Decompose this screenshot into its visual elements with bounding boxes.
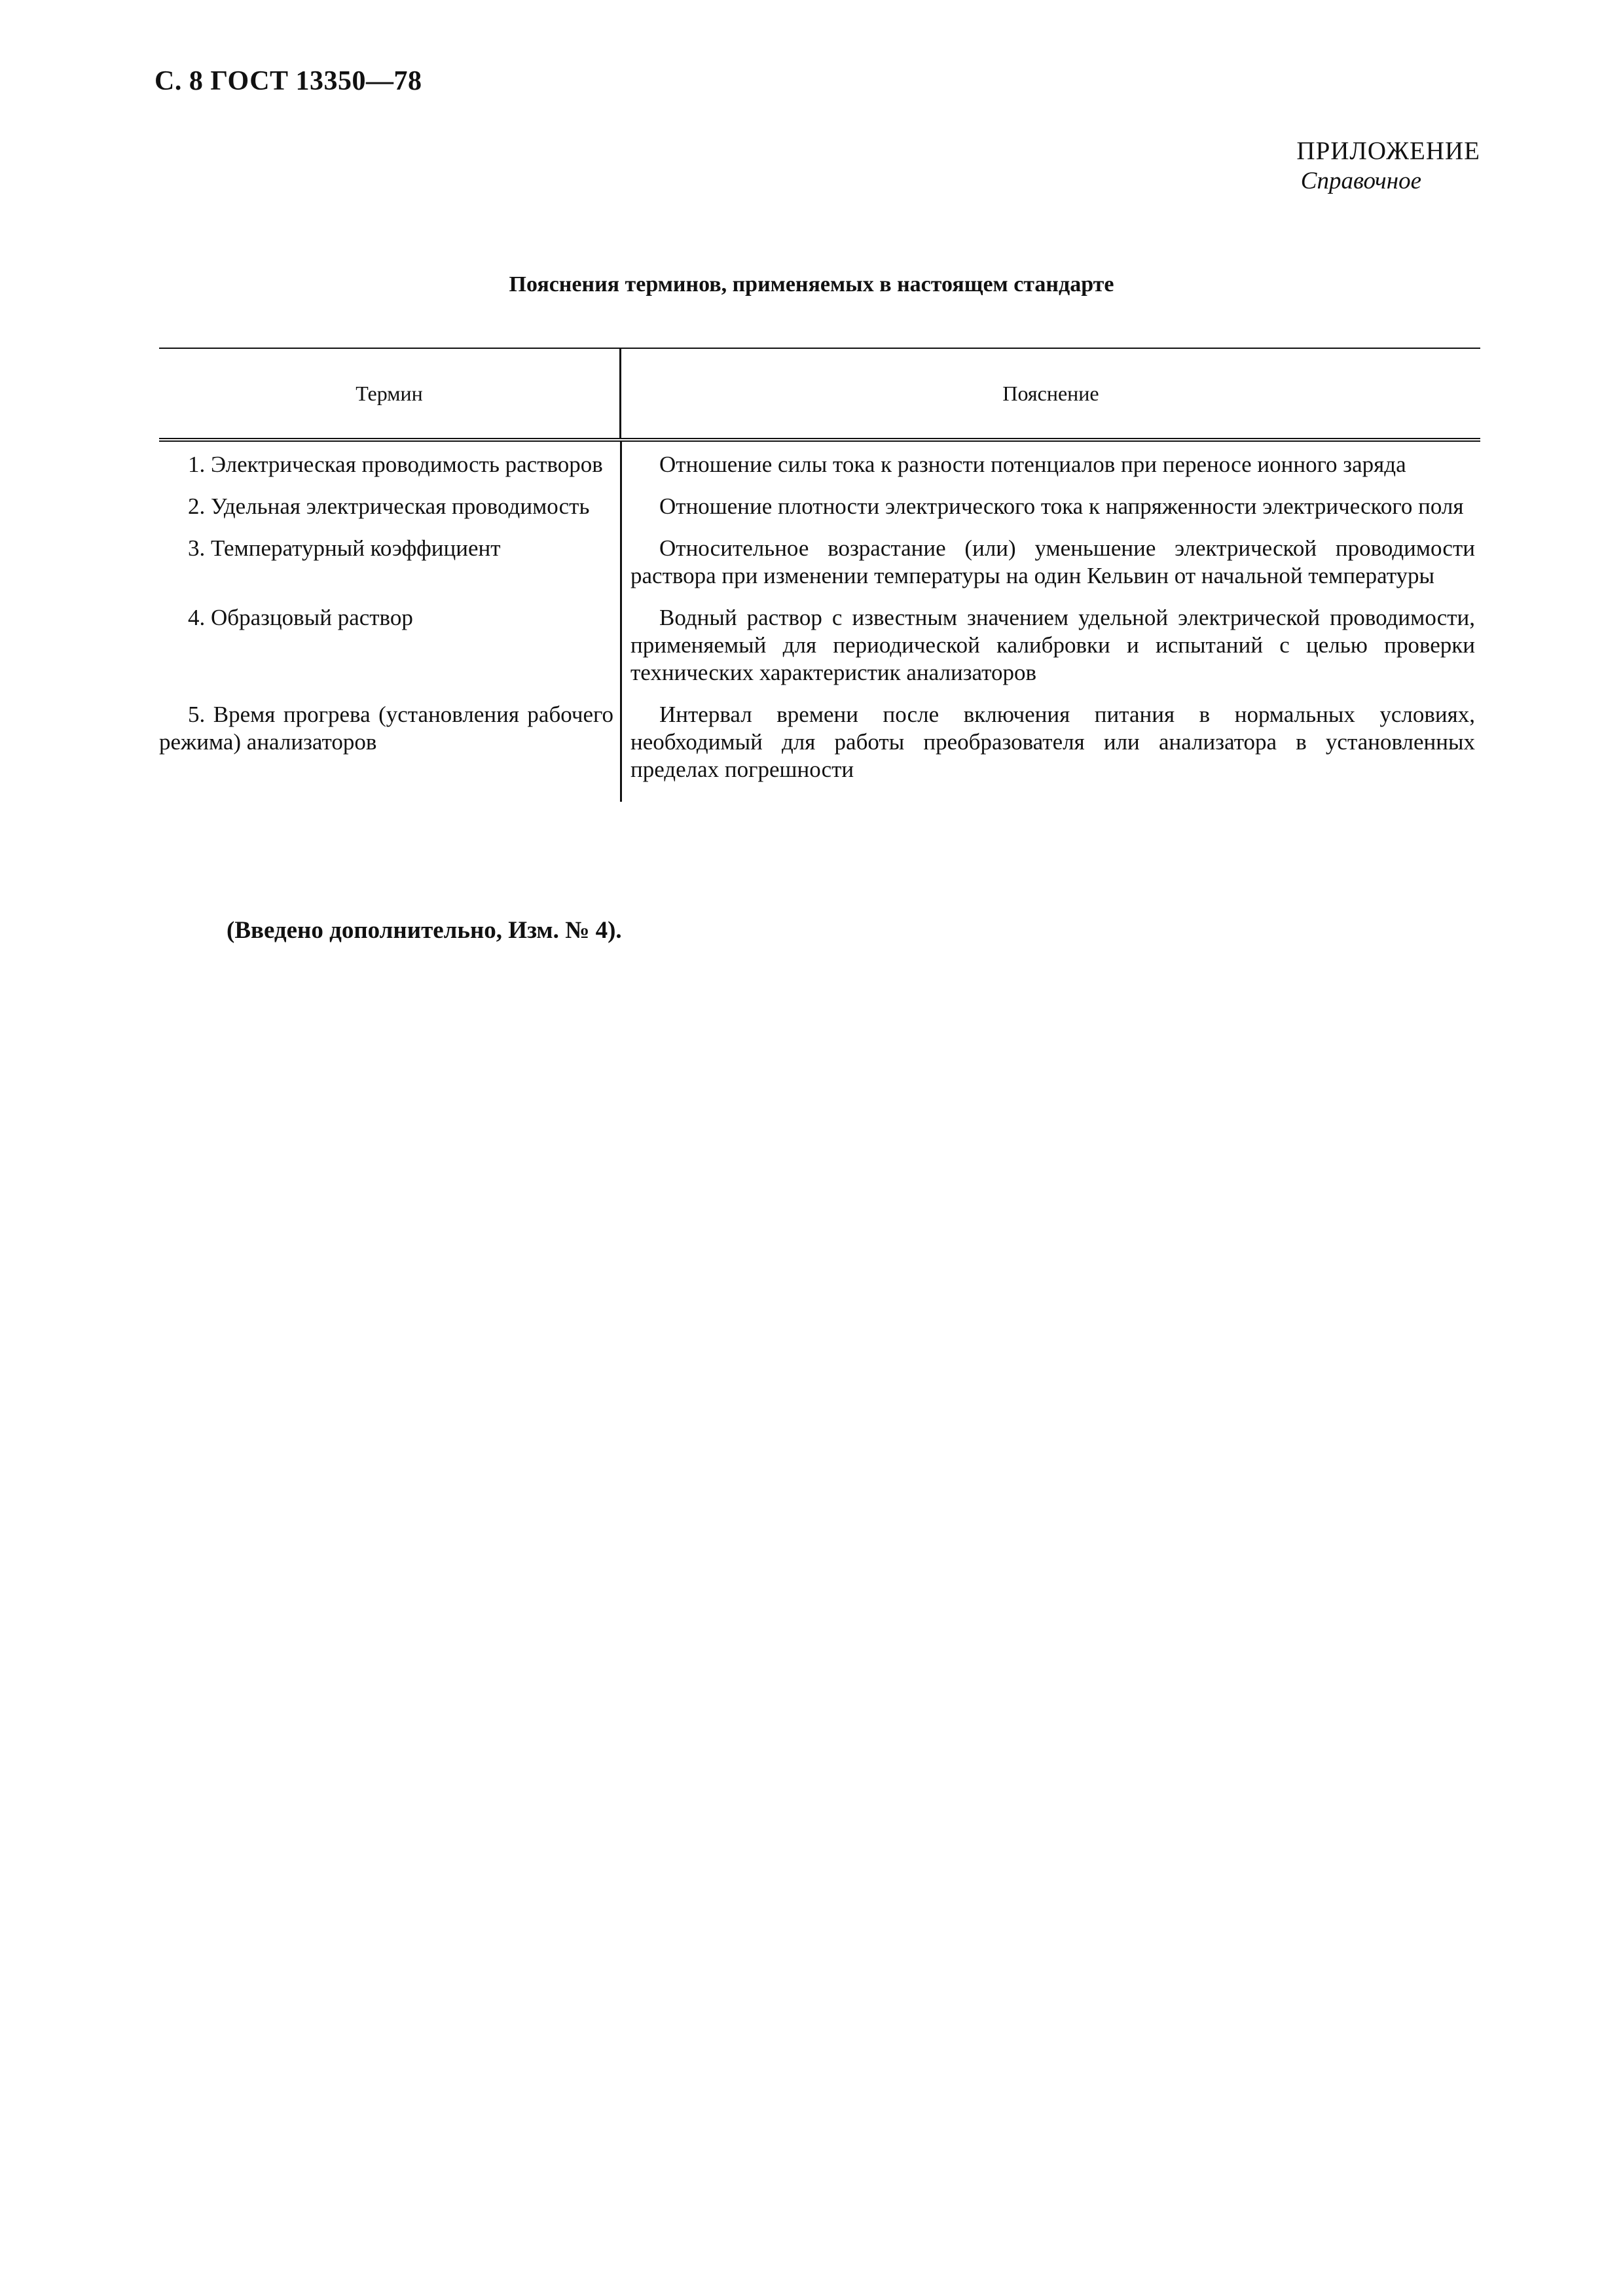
appendix-heading — [1296, 136, 1480, 196]
explanation-cell: Отношение силы тока к разности потенциалов при переносе ионного заряда — [659, 452, 1406, 477]
explanation-cell: Отношение плотности электрического тока к напряженности электрического поля — [659, 493, 1464, 519]
explanation-cell: Водный раствор с известным значением удельной электрической проводимости, применяемый для периодической калибровки и испытаний с целью проверки технических характеристик анализаторов — [630, 605, 1475, 685]
term-cell: 5. Время прогрева (установления рабочего режима) анализаторов — [159, 702, 613, 755]
table-row — [159, 535, 1480, 590]
table-header — [159, 349, 1480, 442]
document-title: Пояснения терминов, применяемых в настоящем стандарте — [509, 272, 1114, 296]
page-header: С. 8 ГОСТ 13350—78 — [155, 66, 422, 96]
amendment-note: (Введено дополнительно, Изм. № 4). — [227, 917, 622, 944]
table-row — [159, 604, 1480, 687]
term-cell: 3. Температурный коэффициент — [188, 535, 501, 561]
term-cell: 4. Образцовый раствор — [188, 605, 413, 630]
table-body — [159, 442, 1480, 802]
column-header-term: Термин — [159, 349, 621, 438]
table-row — [159, 493, 1480, 520]
explanation-cell: Относительное возрастание (или) уменьшение электрической проводимости раствора при изменении температуры на один Кельвин от начальной температуры — [630, 535, 1475, 588]
table-row — [159, 451, 1480, 478]
column-header-explanation: Пояснение — [1002, 381, 1099, 405]
terms-table — [159, 348, 1480, 802]
column-divider — [620, 442, 622, 802]
table-row — [159, 701, 1480, 783]
appendix-title: ПРИЛОЖЕНИЕ — [1296, 137, 1480, 165]
term-cell: 1. Электрическая проводимость растворов — [188, 452, 603, 477]
appendix-subtitle: Справочное — [1300, 168, 1421, 194]
explanation-cell: Интервал времени после включения питания в нормальных условиях, необходимый для работы преобразователя или анализатора в установленных пределах погрешности — [630, 702, 1475, 782]
term-cell: 2. Удельная электрическая проводимость — [188, 493, 590, 519]
